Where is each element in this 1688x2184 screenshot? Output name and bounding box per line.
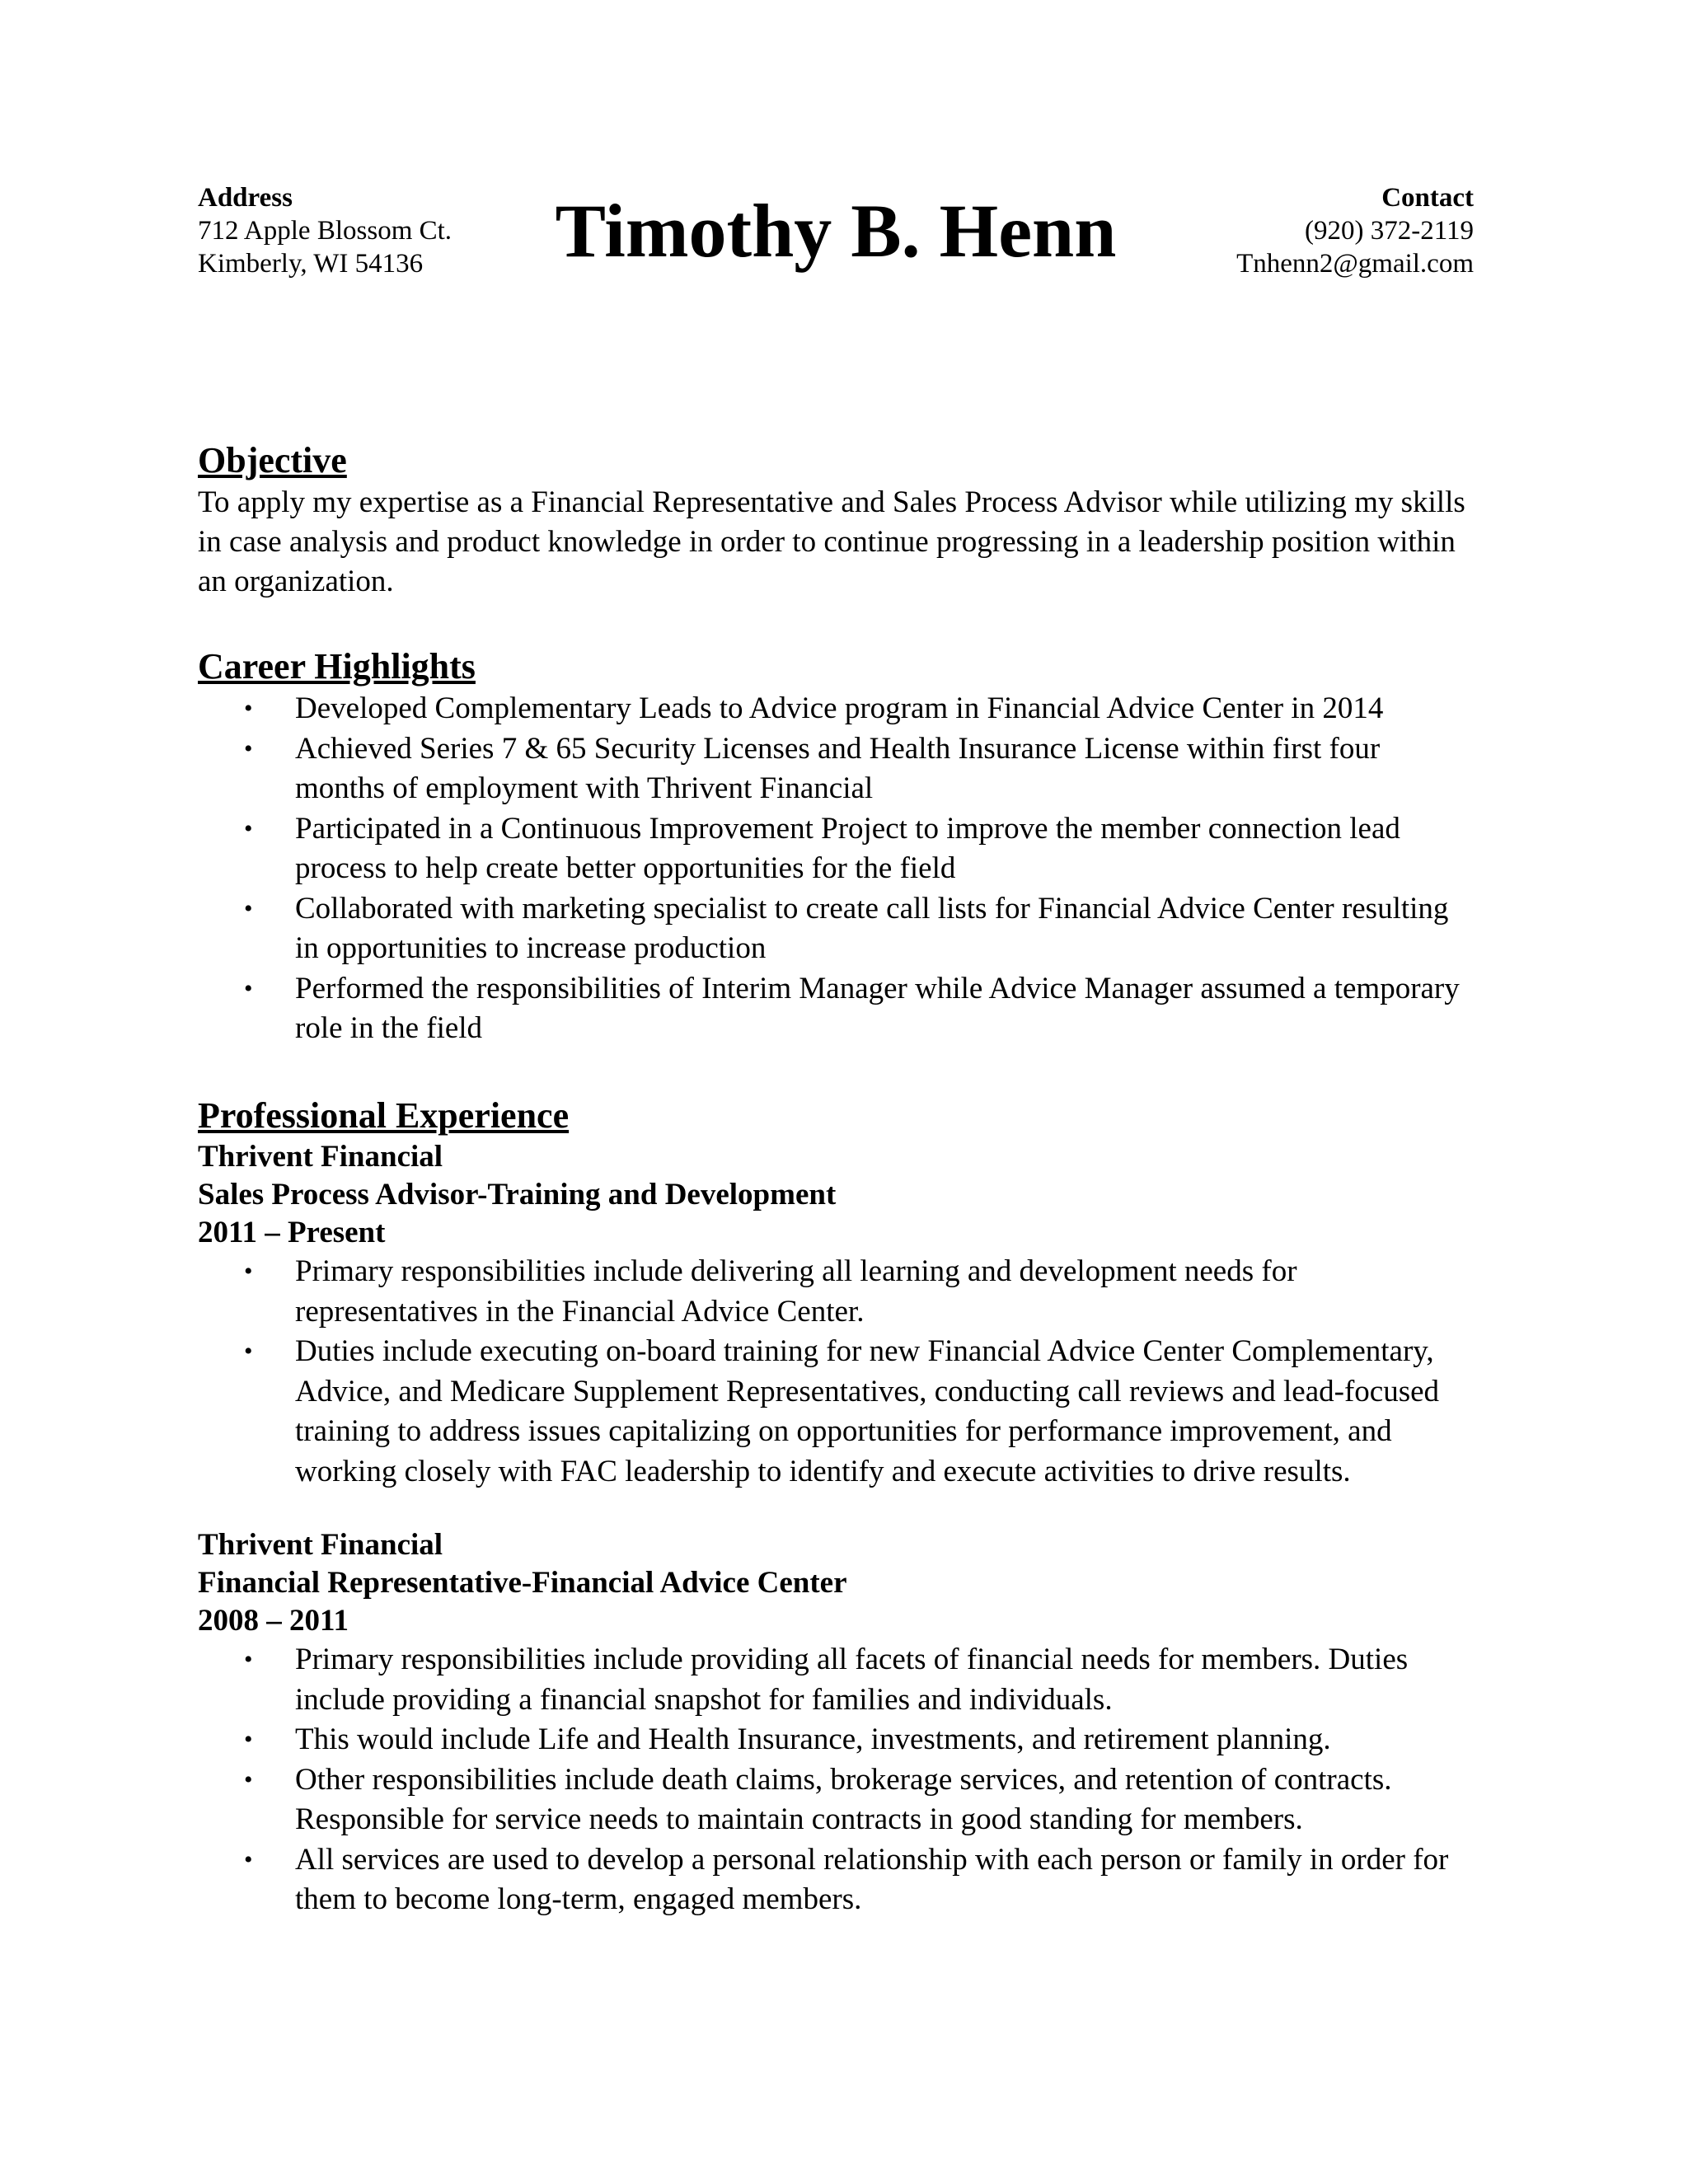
career-highlights-list <box>198 689 1474 1049</box>
resume-header <box>198 181 1474 297</box>
job-duties-list <box>198 1252 1474 1492</box>
job-dates: 2008 – 2011 <box>198 1604 349 1638</box>
email-address: Tnhenn2@gmail.com <box>1236 249 1474 279</box>
bullet-icon: • <box>244 695 253 722</box>
list-item-text: Developed Complementary Leads to Advice program in Financial Advice Center in 2014 <box>295 691 1384 725</box>
bullet-icon: • <box>244 1258 253 1285</box>
job-dates: 2011 – Present <box>198 1216 386 1249</box>
bullet-icon: • <box>244 734 253 762</box>
list-item <box>198 689 1474 729</box>
career-highlights-section <box>198 644 1474 1049</box>
list-item <box>198 1640 1474 1720</box>
list-item-text: All services are used to develop a personal relationship with each person or family in order for them to become long-term, engaged members. <box>295 1842 1449 1916</box>
list-item <box>198 889 1474 969</box>
job-company: Thrivent Financial <box>198 1140 443 1174</box>
bullet-icon: • <box>244 1338 253 1365</box>
address-line-1: 712 Apple Blossom Ct. <box>198 216 452 246</box>
bullet-icon: • <box>244 814 253 842</box>
bullet-icon: • <box>244 974 253 1002</box>
job-duties-list <box>198 1640 1474 1920</box>
list-item <box>198 1332 1474 1492</box>
objective-title: Objective <box>198 440 347 480</box>
job-entry-2 <box>198 1526 1474 1920</box>
list-item-text: Achieved Series 7 & 65 Security Licenses and Health Insurance License within first four months of employment with Thrivent Financial <box>295 731 1381 805</box>
job-role: Sales Process Advisor-Training and Development <box>198 1178 837 1212</box>
address-label: Address <box>198 183 293 213</box>
bullet-icon: • <box>244 1845 253 1873</box>
bullet-icon: • <box>244 1765 253 1793</box>
list-item <box>198 1760 1474 1840</box>
contact-block <box>1236 181 1474 280</box>
experience-title: Professional Experience <box>198 1095 570 1136</box>
bullet-icon: • <box>244 1726 253 1753</box>
list-item <box>198 729 1474 809</box>
list-item-text: Primary responsibilities include delivering all learning and development needs for representatives in the Financial Advice Center. <box>295 1254 1297 1329</box>
job-company: Thrivent Financial <box>198 1528 443 1562</box>
objective-text: To apply my expertise as a Financial Representative and Sales Process Advisor while utilizing my skills in case analysis and product knowledge in order to continue progressing in a leadership position within an organization. <box>198 485 1465 598</box>
address-line-2: Kimberly, WI 54136 <box>198 249 424 279</box>
list-item-text: Primary responsibilities include providing all facets of financial needs for members. Duties include providing a financial snapshot for families and individuals. <box>295 1643 1409 1717</box>
bullet-icon: • <box>244 894 253 922</box>
objective-section <box>198 438 1474 602</box>
list-item <box>198 969 1474 1049</box>
job-role: Financial Representative-Financial Advice Center <box>198 1566 847 1600</box>
list-item-text: Other responsibilities include death claims, brokerage services, and retention of contracts. Responsible for service needs to maintain contracts in good standing for members. <box>295 1762 1392 1836</box>
list-item <box>198 1720 1474 1760</box>
phone-number: (920) 372-2119 <box>1305 216 1474 246</box>
bullet-icon: • <box>244 1646 253 1673</box>
experience-section <box>198 1094 1474 1920</box>
list-item <box>198 1840 1474 1920</box>
candidate-name: Timothy B. Henn <box>555 189 1117 273</box>
career-highlights-title: Career Highlights <box>198 646 476 687</box>
resume-page <box>198 181 1474 1916</box>
list-item-text: Collaborated with marketing specialist to create call lists for Financial Advice Center resulting in opportunities to increase production <box>295 891 1449 965</box>
contact-label: Contact <box>1381 183 1474 213</box>
list-item-text: Duties include executing on-board training for new Financial Advice Center Complementary, Advice, and Medicare Supplement Representatives, conducting call reviews and lead-focused training to address issues capitalizing on opportunities for performance improvement, and working closely with FAC leadership to identify and execute activities to drive results. <box>295 1334 1440 1488</box>
list-item-text: Participated in a Continuous Improvement Project to improve the member connection lead process to help create better opportunities for the field <box>295 811 1400 885</box>
job-entry-1 <box>198 1138 1474 1492</box>
list-item <box>198 809 1474 889</box>
list-item <box>198 1252 1474 1332</box>
list-item-text: Performed the responsibilities of Interim Manager while Advice Manager assumed a temporary role in the field <box>295 971 1460 1045</box>
list-item-text: This would include Life and Health Insurance, investments, and retirement planning. <box>295 1722 1331 1756</box>
